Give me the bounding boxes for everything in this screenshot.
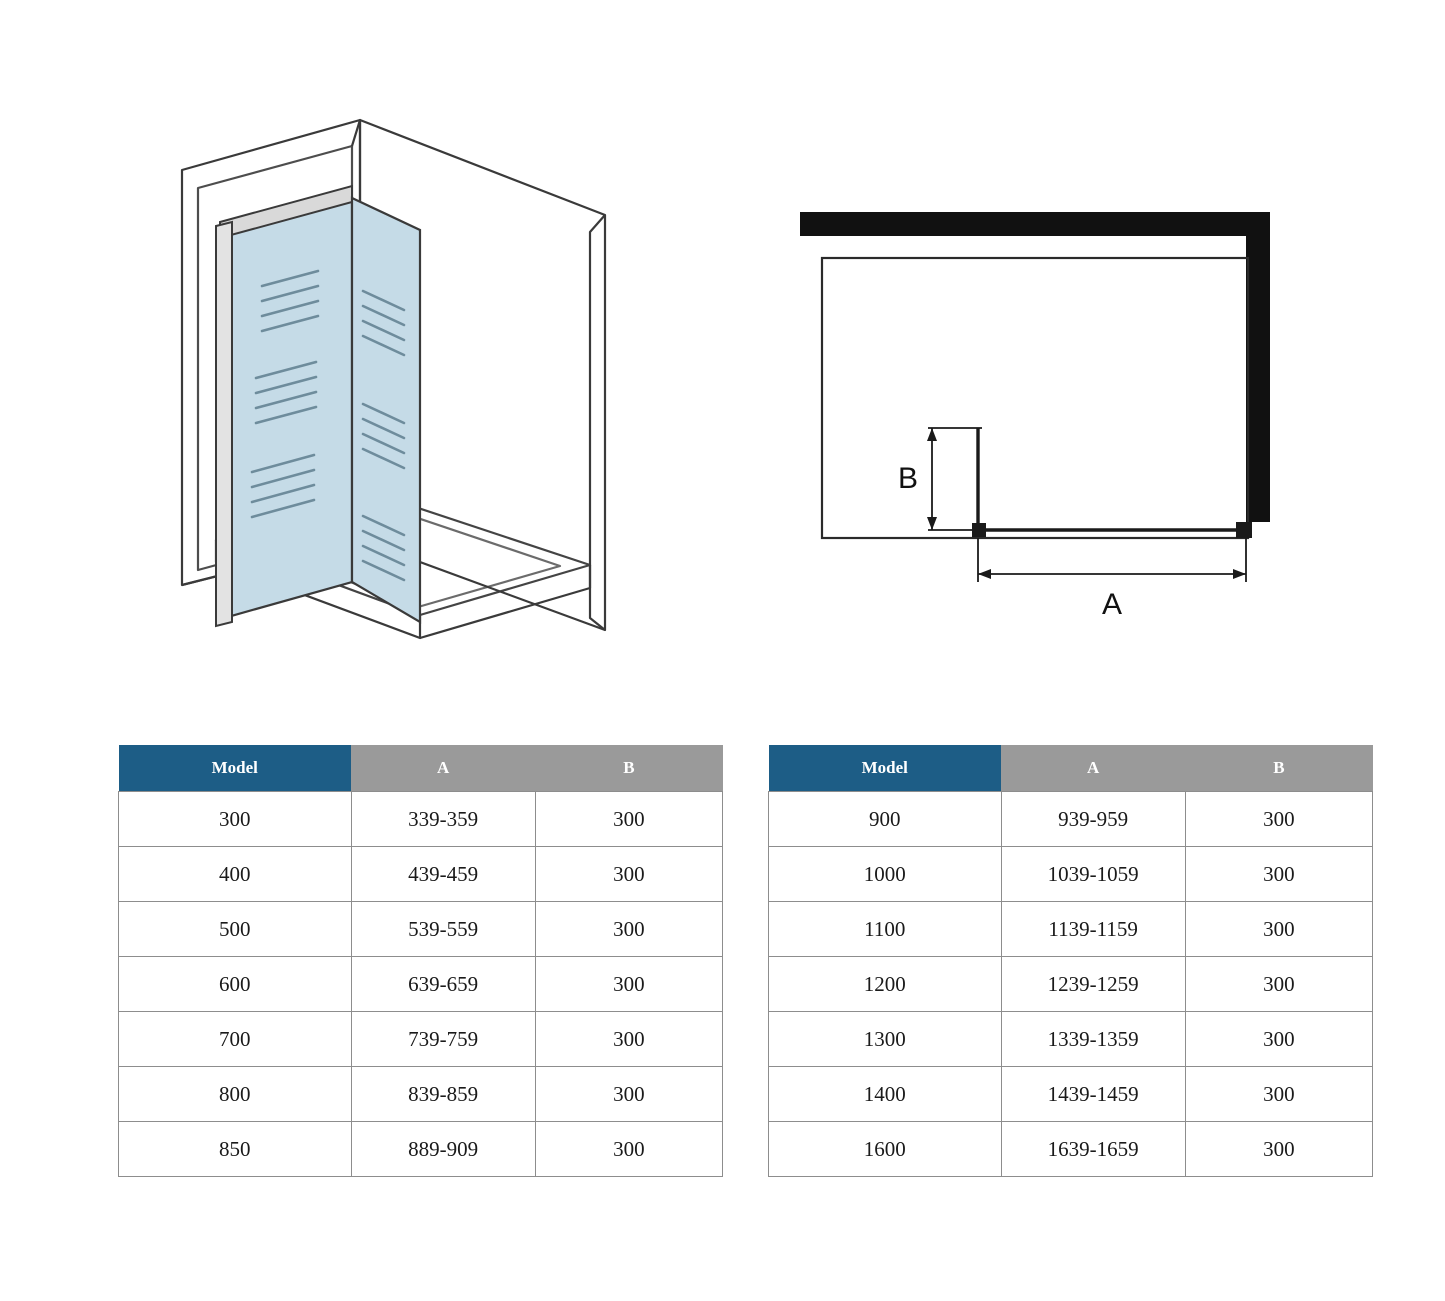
cell-model: 850 [119, 1122, 352, 1177]
cell-model: 1200 [769, 957, 1002, 1012]
cell-a: 1639-1659 [1001, 1122, 1185, 1177]
table-row [119, 902, 723, 957]
table-row [769, 847, 1373, 902]
cell-a: 839-859 [351, 1067, 535, 1122]
table-row [119, 1012, 723, 1067]
plan-illustration [760, 170, 1320, 650]
header-model: Model [119, 745, 352, 792]
cell-b: 300 [535, 957, 722, 1012]
table-row [769, 1122, 1373, 1177]
cell-a: 439-459 [351, 847, 535, 902]
table-header-row [769, 745, 1373, 792]
cell-b: 300 [535, 847, 722, 902]
cell-model: 800 [119, 1067, 352, 1122]
size-table-left [118, 745, 723, 1177]
cell-a: 1339-1359 [1001, 1012, 1185, 1067]
cell-model: 400 [119, 847, 352, 902]
cell-a: 1039-1059 [1001, 847, 1185, 902]
cell-model: 700 [119, 1012, 352, 1067]
cell-a: 639-659 [351, 957, 535, 1012]
cell-b: 300 [1185, 1012, 1372, 1067]
isometric-illustration [120, 110, 680, 700]
header-model: Model [769, 745, 1002, 792]
cell-model: 1000 [769, 847, 1002, 902]
cell-b: 300 [1185, 1122, 1372, 1177]
cell-a: 339-359 [351, 792, 535, 847]
cell-b: 300 [1185, 792, 1372, 847]
table-row [119, 1067, 723, 1122]
cell-a: 1139-1159 [1001, 902, 1185, 957]
table-row [119, 792, 723, 847]
cell-a: 889-909 [351, 1122, 535, 1177]
header-a: A [351, 745, 535, 792]
table-row [769, 957, 1373, 1012]
cell-model: 600 [119, 957, 352, 1012]
plan-label-a: A [1101, 588, 1123, 621]
size-table-right-element [768, 745, 1373, 1177]
cell-model: 1300 [769, 1012, 1002, 1067]
cell-a: 739-759 [351, 1012, 535, 1067]
cell-a: 539-559 [351, 902, 535, 957]
plan-label-b: B [897, 462, 919, 495]
table-row [119, 1122, 723, 1177]
cell-b: 300 [535, 902, 722, 957]
table-header-row [119, 745, 723, 792]
cell-model: 1600 [769, 1122, 1002, 1177]
cell-model: 500 [119, 902, 352, 957]
cell-b: 300 [535, 1012, 722, 1067]
cell-a: 939-959 [1001, 792, 1185, 847]
cell-b: 300 [1185, 957, 1372, 1012]
cell-b: 300 [535, 792, 722, 847]
header-a: A [1001, 745, 1185, 792]
table-row [769, 1067, 1373, 1122]
cell-model: 300 [119, 792, 352, 847]
header-b: B [1185, 745, 1372, 792]
cell-a: 1239-1259 [1001, 957, 1185, 1012]
table-row [119, 847, 723, 902]
table-row [119, 957, 723, 1012]
cell-model: 1100 [769, 902, 1002, 957]
table-row [769, 1012, 1373, 1067]
cell-model: 900 [769, 792, 1002, 847]
cell-a: 1439-1459 [1001, 1067, 1185, 1122]
table-row [769, 902, 1373, 957]
size-table-left-element [118, 745, 723, 1177]
cell-b: 300 [1185, 902, 1372, 957]
table-row [769, 792, 1373, 847]
size-table-right [768, 745, 1373, 1177]
cell-b: 300 [535, 1122, 722, 1177]
cell-b: 300 [1185, 847, 1372, 902]
cell-b: 300 [535, 1067, 722, 1122]
cell-model: 1400 [769, 1067, 1002, 1122]
header-b: B [535, 745, 722, 792]
cell-b: 300 [1185, 1067, 1372, 1122]
